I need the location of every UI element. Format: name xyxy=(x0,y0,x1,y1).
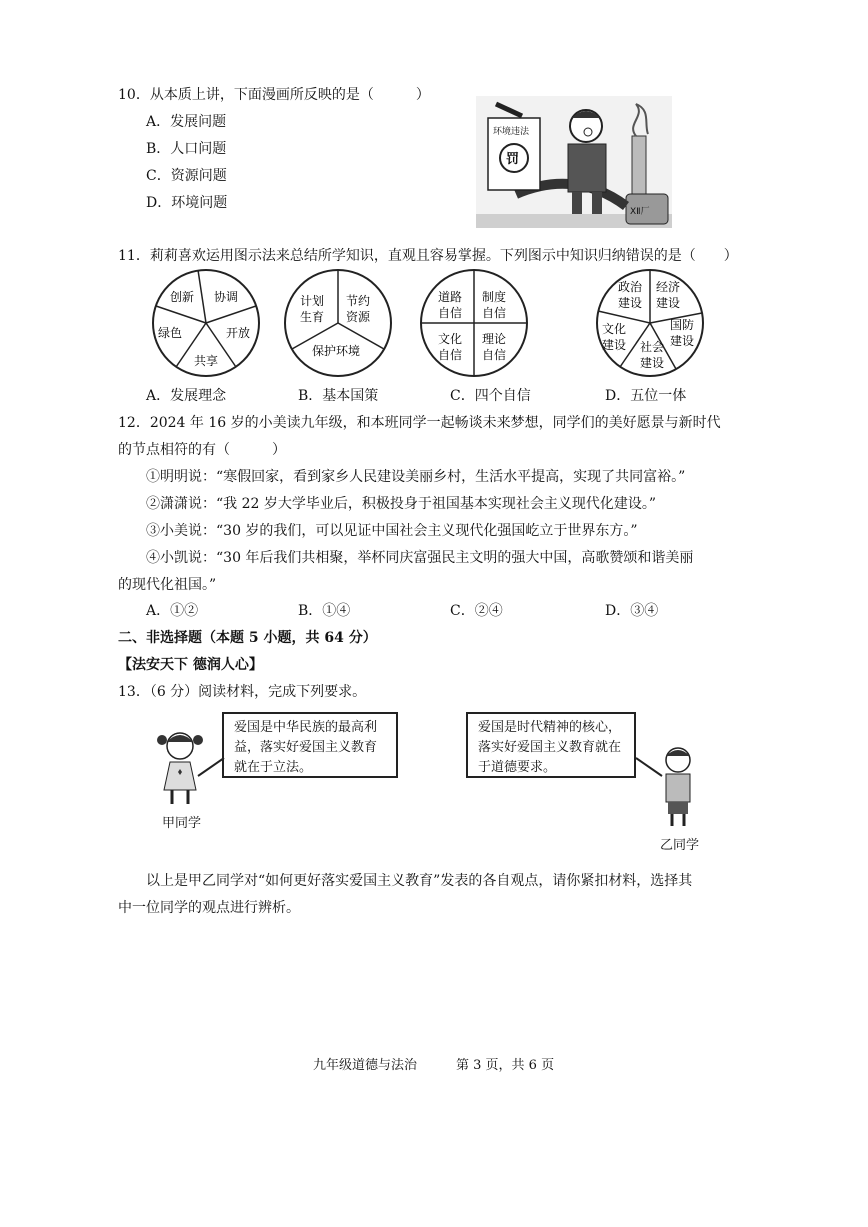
svg-text:自信: 自信 xyxy=(438,306,463,320)
svg-text:建设: 建设 xyxy=(640,356,665,370)
q13-body-line1: 以上是甲乙同学对“如何更好落实爱国主义教育”发表的各自观点，请你紧扣材料，选择其 xyxy=(146,873,693,889)
svg-text:理论: 理论 xyxy=(482,332,507,346)
q12-stem-line2: 的节点相符的有（ ） xyxy=(118,442,286,458)
footer-page: 第 3 页，共 6 页 xyxy=(456,1058,555,1073)
scroll-text: 环境违法 xyxy=(493,127,530,137)
q12-option-d: D．③④ xyxy=(605,603,659,619)
svg-text:建设: 建设 xyxy=(602,338,627,352)
student-b-figure xyxy=(650,744,706,828)
pie-d xyxy=(597,270,703,376)
q10-cartoon xyxy=(476,96,672,228)
svg-text:建设: 建设 xyxy=(670,334,695,348)
student-a-speech-line-3: 就在于立法。 xyxy=(234,760,313,775)
student-b-speech-line-1: 爱国是时代精神的核心， xyxy=(478,720,622,735)
q11-stem: 11．莉莉喜欢运用图示法来总结所学知识，直观且容易掌握。下列图示中知识归纳错误的是（ ） xyxy=(118,248,738,264)
svg-text:自信: 自信 xyxy=(482,348,507,362)
q12-item-4-cont: 的现代化祖国。” xyxy=(118,577,217,593)
q11-caption-d: D．五位一体 xyxy=(605,388,687,404)
q10-option-d: D．环境问题 xyxy=(146,195,228,211)
footer-subject: 九年级道德与法治 xyxy=(313,1058,418,1073)
pie-b-seg-3: 保护环境 xyxy=(312,344,361,358)
svg-text:自信: 自信 xyxy=(438,348,463,362)
svg-text:道路: 道路 xyxy=(438,290,463,304)
svg-text:政治: 政治 xyxy=(618,280,643,294)
q12-option-a: A．①② xyxy=(146,603,199,619)
svg-text:文化: 文化 xyxy=(438,332,463,346)
q12-item-2: ②潇潇说：“我 22 岁大学毕业后，积极投身于祖国基本实现社会主义现代化建设。” xyxy=(146,496,657,512)
barrel-label: XⅡ厂 xyxy=(630,207,650,217)
pie-a-seg-1: 创新 xyxy=(170,290,195,304)
student-b-speech-line-2: 落实好爱国主义教育就在 xyxy=(478,740,622,755)
pie-b-seg-2b: 资源 xyxy=(346,310,371,324)
svg-text:国防: 国防 xyxy=(670,318,695,332)
student-a-bubble-tail xyxy=(196,756,226,778)
pie-a xyxy=(153,270,259,376)
pie-a-seg-2: 协调 xyxy=(214,290,239,304)
q10-option-b: B．人口问题 xyxy=(146,141,227,157)
pie-b-seg-1b: 生育 xyxy=(300,310,325,324)
svg-text:经济: 经济 xyxy=(656,280,681,294)
q12-item-4: ④小凯说：“30 年后我们共相聚，举杯同庆富强民主文明的强大中国，高歌赞颂和谐美丽 xyxy=(146,550,694,566)
q11-caption-c: C．四个自信 xyxy=(450,388,531,404)
svg-text:建设: 建设 xyxy=(656,296,681,310)
q13-stem: 13．（6 分）阅读材料，完成下列要求。 xyxy=(118,684,367,700)
student-a-speech-bubble xyxy=(222,712,398,778)
svg-text:制度: 制度 xyxy=(482,290,507,304)
q12-option-c: C．②④ xyxy=(450,603,503,619)
q13-body-line2: 中一位同学的观点进行辨析。 xyxy=(118,900,300,916)
pie-c xyxy=(421,270,527,376)
student-a-label: 甲同学 xyxy=(162,816,202,831)
pie-a-seg-3: 开放 xyxy=(226,326,251,340)
student-b-speech-line-3: 于道德要求。 xyxy=(478,760,557,775)
student-b-label: 乙同学 xyxy=(660,838,700,853)
svg-text:社会: 社会 xyxy=(640,340,665,354)
q11-caption-b: B．基本国策 xyxy=(298,388,379,404)
q11-caption-a: A．发展理念 xyxy=(146,388,227,404)
q10-stem: 10．从本质上讲，下面漫画所反映的是（ ） xyxy=(118,87,430,103)
pie-a-seg-4: 共享 xyxy=(194,354,219,368)
section-heading: 二、非选择题（本题 5 小题，共 64 分） xyxy=(118,630,377,646)
q12-item-1: ①明明说：“寒假回家，看到家乡人民建设美丽乡村，生活水平提高，实现了共同富裕。” xyxy=(146,469,686,485)
q10-option-a: A．发展问题 xyxy=(146,114,227,130)
student-a-speech-line-1: 爱国是中华民族的最高利 xyxy=(234,720,378,735)
pie-b-seg-2a: 节约 xyxy=(346,294,371,308)
student-b-speech-bubble xyxy=(466,712,636,778)
svg-text:文化: 文化 xyxy=(602,322,627,336)
pie-b-seg-1a: 计划 xyxy=(300,294,325,308)
svg-text:自信: 自信 xyxy=(482,306,507,320)
student-a-speech-line-2: 益，落实好爱国主义教育 xyxy=(234,740,378,755)
q11-pie-diagrams xyxy=(140,268,740,378)
q12-item-3: ③小美说：“30 岁的我们，可以见证中国社会主义现代化强国屹立于世界东方。” xyxy=(146,523,638,539)
badge-text: 罚 xyxy=(506,152,520,167)
pie-b xyxy=(285,270,391,376)
pie-a-seg-5: 绿色 xyxy=(158,326,183,340)
q12-option-b: B．①④ xyxy=(298,603,351,619)
q10-option-c: C．资源问题 xyxy=(146,168,227,184)
svg-text:建设: 建设 xyxy=(618,296,643,310)
q12-stem-line1: 12．2024 年 16 岁的小美读九年级，和本班同学一起畅谈未来梦想，同学们的美好愿景与新时代 xyxy=(118,415,721,431)
section-subheading: 【法安天下 德润人心】 xyxy=(118,657,263,673)
